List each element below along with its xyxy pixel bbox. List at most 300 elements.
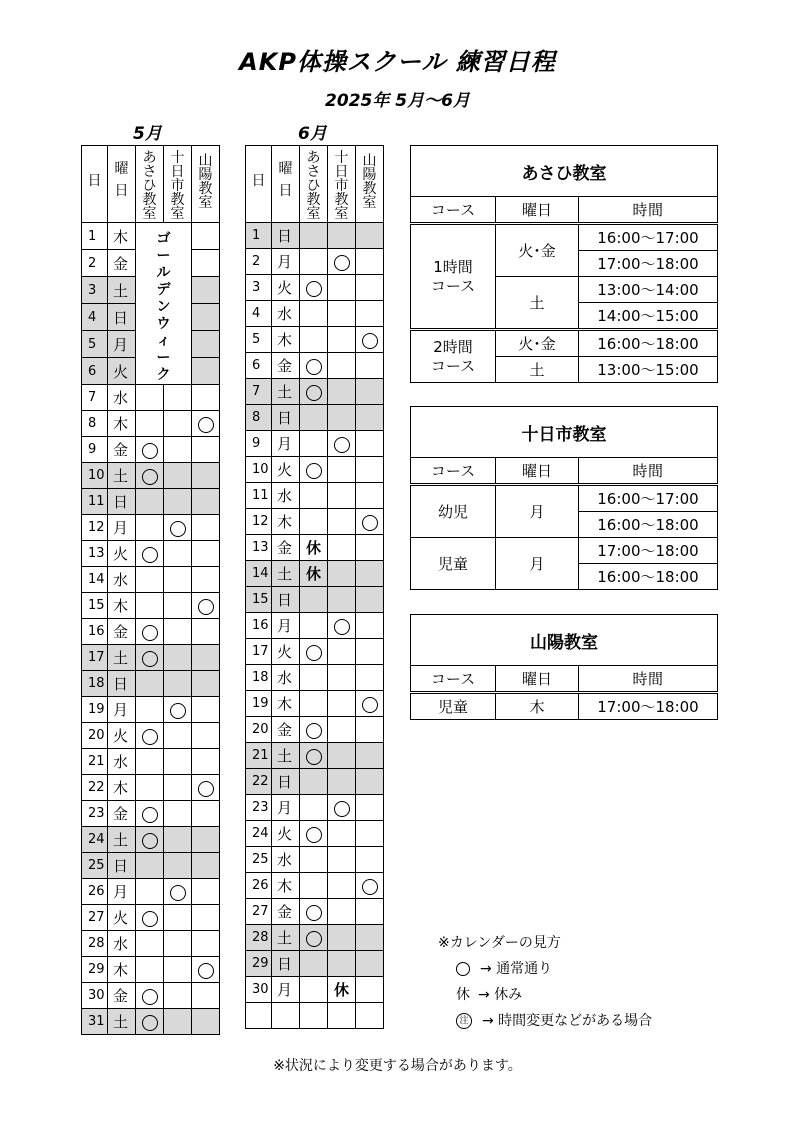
school-cell — [328, 301, 356, 327]
school-cell — [356, 691, 384, 717]
weekday: 月 — [108, 515, 136, 541]
weekday: 日 — [272, 405, 300, 431]
school-cell — [356, 847, 384, 873]
day-number: 16 — [246, 613, 272, 639]
header-school-sanyo-label: 山陽教室 — [198, 153, 213, 211]
day-number: 31 — [82, 1009, 108, 1035]
footnote: ※状況により変更する場合があります。 — [273, 1058, 522, 1074]
time-cell: 16:00～18:00 — [579, 512, 718, 538]
regular-mark — [170, 521, 186, 537]
weekday: 金 — [272, 717, 300, 743]
school-cell — [328, 639, 356, 665]
school-cell — [136, 905, 164, 931]
header-day-label: 日 — [87, 173, 102, 189]
school-cell — [300, 249, 328, 275]
regular-mark — [306, 905, 322, 921]
asahi-title: あさひ教室 — [411, 146, 718, 197]
time-cell: 16:00～17:00 — [579, 485, 718, 512]
closed-mark: 休 — [305, 539, 321, 557]
regular-mark — [306, 749, 322, 765]
header-school-asahi-label: あさひ教室 — [306, 150, 321, 222]
course-header: コース — [411, 458, 496, 485]
time-cell: 17:00～18:00 — [579, 693, 718, 720]
day-number: 28 — [82, 931, 108, 957]
day-number: 5 — [246, 327, 272, 353]
school-cell — [192, 749, 220, 775]
school-cell — [356, 483, 384, 509]
school-cell — [328, 405, 356, 431]
school-cell — [164, 463, 192, 489]
regular-mark — [198, 963, 214, 979]
asahi-schedule-table — [410, 145, 718, 383]
weekday: 火 — [272, 275, 300, 301]
school-cell — [328, 457, 356, 483]
weekday: 金 — [108, 619, 136, 645]
weekday: 金 — [272, 353, 300, 379]
weekday-header: 曜日 — [496, 458, 579, 485]
may-label: 5月 — [133, 124, 162, 144]
school-cell — [356, 977, 384, 1003]
school-cell — [300, 1003, 328, 1029]
calendar-row — [246, 249, 384, 275]
calendar-row — [82, 463, 220, 489]
regular-mark — [170, 885, 186, 901]
weekday: 木 — [272, 509, 300, 535]
weekday: 金 — [108, 801, 136, 827]
school-cell — [192, 775, 220, 801]
school-cell — [192, 931, 220, 957]
school-cell — [192, 671, 220, 697]
calendar-row — [246, 405, 384, 431]
school-cell — [164, 489, 192, 515]
day-number: 27 — [246, 899, 272, 925]
page-title: AKP体操スクール 練習日程 — [239, 48, 556, 76]
school-cell — [136, 671, 164, 697]
calendar-row — [82, 775, 220, 801]
course-cell — [411, 330, 496, 383]
weekday: 金 — [272, 535, 300, 561]
weekday: 火 — [272, 457, 300, 483]
weekday: 月 — [108, 697, 136, 723]
school-cell — [136, 385, 164, 411]
time-header: 時間 — [579, 458, 718, 485]
day-number: 8 — [82, 411, 108, 437]
school-cell — [356, 509, 384, 535]
calendar-row — [246, 457, 384, 483]
school-cell — [300, 613, 328, 639]
time-header: 時間 — [579, 197, 718, 224]
calendar-row — [246, 743, 384, 769]
school-cell — [136, 489, 164, 515]
school-cell — [192, 515, 220, 541]
weekday: 水 — [272, 483, 300, 509]
school-cell — [164, 801, 192, 827]
school-cell — [192, 223, 220, 250]
tokaichi-title: 十日市教室 — [411, 407, 718, 458]
school-cell — [300, 327, 328, 353]
school-cell — [136, 723, 164, 749]
weekday: 水 — [272, 847, 300, 873]
weekday-cell: 土 — [496, 357, 579, 383]
course-cell: 幼児 — [411, 485, 496, 538]
regular-mark — [334, 255, 350, 271]
weekday: 土 — [108, 827, 136, 853]
regular-mark — [142, 469, 158, 485]
calendar-row — [82, 515, 220, 541]
school-cell — [356, 275, 384, 301]
school-cell — [192, 1009, 220, 1035]
golden-week-label: ゴールデンウィーク — [156, 231, 171, 383]
calendar-row — [82, 567, 220, 593]
school-cell — [192, 853, 220, 879]
school-cell — [300, 431, 328, 457]
regular-mark — [306, 931, 322, 947]
school-cell — [300, 457, 328, 483]
header-weekday — [272, 146, 300, 223]
regular-mark — [170, 703, 186, 719]
calendar-row — [82, 1009, 220, 1035]
school-cell — [328, 483, 356, 509]
weekday: 金 — [108, 983, 136, 1009]
weekday: 日 — [108, 304, 136, 331]
weekday: 日 — [272, 587, 300, 613]
calendar-row — [246, 847, 384, 873]
calendar-row — [246, 977, 384, 1003]
school-cell — [192, 879, 220, 905]
school-cell — [136, 879, 164, 905]
school-cell — [328, 873, 356, 899]
school-cell — [356, 951, 384, 977]
regular-mark — [142, 807, 158, 823]
calendar-row — [246, 821, 384, 847]
day-number: 21 — [82, 749, 108, 775]
school-cell — [136, 541, 164, 567]
school-cell — [328, 769, 356, 795]
calendar-row — [246, 951, 384, 977]
calendar-row — [82, 827, 220, 853]
calendar-row — [82, 645, 220, 671]
school-cell — [192, 593, 220, 619]
school-cell — [300, 353, 328, 379]
weekday — [272, 1003, 300, 1029]
school-cell — [300, 587, 328, 613]
school-cell — [192, 331, 220, 358]
tokaichi-schedule-table — [410, 406, 718, 590]
closed-mark: 休 — [305, 565, 321, 583]
school-cell — [356, 405, 384, 431]
circle-icon — [456, 962, 470, 976]
calendar-row — [82, 853, 220, 879]
school-cell — [328, 847, 356, 873]
calendar-row — [82, 593, 220, 619]
school-cell — [192, 358, 220, 385]
school-cell — [192, 489, 220, 515]
calendar-row — [246, 223, 384, 249]
weekday: 火 — [108, 723, 136, 749]
calendar-row — [82, 983, 220, 1009]
day-number: 12 — [246, 509, 272, 535]
regular-mark — [362, 697, 378, 713]
school-cell — [328, 587, 356, 613]
school-cell — [192, 463, 220, 489]
day-number: 13 — [82, 541, 108, 567]
weekday: 土 — [272, 925, 300, 951]
regular-mark — [306, 827, 322, 843]
time-cell: 13:00～14:00 — [579, 277, 718, 303]
school-cell — [300, 977, 328, 1003]
school-cell — [164, 697, 192, 723]
weekday-cell: 火･金 — [496, 224, 579, 277]
school-cell — [164, 749, 192, 775]
day-number: 25 — [82, 853, 108, 879]
school-cell — [164, 567, 192, 593]
legend-regular-text: → 通常通り — [480, 961, 553, 977]
weekday: 日 — [272, 951, 300, 977]
weekday: 火 — [272, 821, 300, 847]
legend-regular — [438, 956, 652, 982]
june-label: 6月 — [298, 124, 327, 144]
day-number: 17 — [82, 645, 108, 671]
regular-mark — [306, 385, 322, 401]
day-number: 20 — [246, 717, 272, 743]
calendar-row — [246, 899, 384, 925]
school-cell — [136, 749, 164, 775]
calendar-row — [246, 509, 384, 535]
calendar-row — [82, 541, 220, 567]
school-cell — [164, 905, 192, 931]
school-cell — [356, 821, 384, 847]
header-school-sanyo-label: 山陽教室 — [362, 153, 377, 211]
weekday: 火 — [108, 905, 136, 931]
calendar-row — [246, 665, 384, 691]
calendar-row — [246, 1003, 384, 1029]
day-number: 14 — [82, 567, 108, 593]
header-school-tokaichi-label: 十日市教室 — [334, 150, 349, 222]
calendar-row — [82, 411, 220, 437]
school-cell — [192, 437, 220, 463]
calendar-row — [246, 639, 384, 665]
school-cell — [356, 457, 384, 483]
school-cell — [164, 879, 192, 905]
school-cell — [192, 385, 220, 411]
calendar-row — [246, 613, 384, 639]
day-number: 30 — [246, 977, 272, 1003]
school-cell — [192, 567, 220, 593]
school-cell — [356, 561, 384, 587]
calendar-row — [246, 873, 384, 899]
time-cell: 16:00～17:00 — [579, 224, 718, 251]
day-number: 22 — [82, 775, 108, 801]
calendar-row — [246, 353, 384, 379]
weekday: 月 — [272, 249, 300, 275]
school-cell — [164, 541, 192, 567]
day-number: 23 — [246, 795, 272, 821]
weekday: 土 — [108, 277, 136, 304]
weekday: 火 — [108, 358, 136, 385]
day-number: 19 — [246, 691, 272, 717]
weekday: 土 — [272, 379, 300, 405]
weekday: 火 — [108, 541, 136, 567]
weekday-cell: 土 — [496, 277, 579, 330]
school-cell — [136, 567, 164, 593]
calendar-row — [246, 925, 384, 951]
school-cell — [136, 593, 164, 619]
legend-changed-text: → 時間変更などがある場合 — [482, 1013, 653, 1029]
day-number: 10 — [246, 457, 272, 483]
golden-week-cell — [136, 223, 192, 385]
course-name: 2時間 コース — [430, 337, 476, 375]
day-number: 4 — [82, 304, 108, 331]
calendar-row — [246, 379, 384, 405]
day-number: 24 — [82, 827, 108, 853]
school-cell — [164, 385, 192, 411]
school-cell — [328, 249, 356, 275]
school-cell — [300, 483, 328, 509]
school-cell — [136, 775, 164, 801]
day-number: 7 — [246, 379, 272, 405]
june-calendar — [245, 145, 384, 1029]
day-number: 6 — [246, 353, 272, 379]
note-circle-icon: 注 — [456, 1013, 472, 1029]
calendar-row — [246, 587, 384, 613]
school-cell — [136, 983, 164, 1009]
school-cell — [192, 277, 220, 304]
header-school-asahi — [136, 146, 164, 223]
day-number: 15 — [246, 587, 272, 613]
weekday: 土 — [272, 561, 300, 587]
calendar-row — [82, 723, 220, 749]
weekday: 木 — [108, 775, 136, 801]
weekday: 水 — [108, 931, 136, 957]
school-cell — [164, 437, 192, 463]
school-cell — [328, 795, 356, 821]
school-cell — [136, 645, 164, 671]
day-number: 9 — [82, 437, 108, 463]
school-cell — [356, 613, 384, 639]
weekday: 水 — [272, 665, 300, 691]
day-number: 1 — [246, 223, 272, 249]
time-cell: 17:00～18:00 — [579, 538, 718, 564]
weekday: 水 — [108, 749, 136, 775]
school-cell — [192, 541, 220, 567]
regular-mark — [306, 645, 322, 661]
school-cell — [136, 853, 164, 879]
day-number: 4 — [246, 301, 272, 327]
weekday: 水 — [108, 567, 136, 593]
calendar-row — [82, 671, 220, 697]
calendar-row — [246, 301, 384, 327]
school-cell — [164, 983, 192, 1009]
course-cell — [411, 224, 496, 330]
school-cell — [300, 405, 328, 431]
school-cell — [356, 665, 384, 691]
weekday: 土 — [108, 1009, 136, 1035]
day-number — [246, 1003, 272, 1029]
day-number: 25 — [246, 847, 272, 873]
school-cell — [356, 795, 384, 821]
school-cell — [328, 561, 356, 587]
sanyo-title: 山陽教室 — [411, 615, 718, 666]
school-cell — [300, 899, 328, 925]
school-cell — [328, 717, 356, 743]
weekday-header: 曜日 — [496, 197, 579, 224]
day-number: 17 — [246, 639, 272, 665]
school-cell — [356, 327, 384, 353]
regular-mark — [142, 625, 158, 641]
calendar-row — [82, 879, 220, 905]
calendar-row — [246, 535, 384, 561]
school-cell — [192, 619, 220, 645]
school-cell — [300, 951, 328, 977]
school-cell — [136, 827, 164, 853]
legend-changed — [438, 1008, 652, 1034]
school-cell — [192, 645, 220, 671]
closed-mark: 休 — [456, 987, 470, 1003]
day-number: 2 — [246, 249, 272, 275]
calendar-header-row — [82, 146, 220, 223]
weekday: 月 — [108, 879, 136, 905]
weekday: 水 — [272, 301, 300, 327]
school-cell — [136, 411, 164, 437]
school-cell — [356, 743, 384, 769]
school-cell — [136, 931, 164, 957]
calendar-row — [82, 957, 220, 983]
school-cell — [164, 931, 192, 957]
regular-mark — [334, 801, 350, 817]
calendar-row — [246, 483, 384, 509]
day-number: 26 — [246, 873, 272, 899]
school-cell — [328, 275, 356, 301]
weekday-cell: 月 — [496, 485, 579, 538]
day-number: 21 — [246, 743, 272, 769]
school-cell — [328, 613, 356, 639]
school-cell — [164, 853, 192, 879]
school-cell — [300, 561, 328, 587]
school-cell — [328, 223, 356, 249]
school-cell — [356, 301, 384, 327]
day-number: 24 — [246, 821, 272, 847]
school-cell — [136, 801, 164, 827]
regular-mark — [306, 723, 322, 739]
header-day — [246, 146, 272, 223]
calendar-row — [82, 437, 220, 463]
calendar-row — [246, 275, 384, 301]
calendar-row — [82, 489, 220, 515]
regular-mark — [198, 417, 214, 433]
school-cell — [164, 515, 192, 541]
weekday: 金 — [272, 899, 300, 925]
time-cell: 14:00～15:00 — [579, 303, 718, 330]
school-cell — [300, 925, 328, 951]
school-cell — [356, 639, 384, 665]
calendar-row — [246, 717, 384, 743]
weekday: 水 — [108, 385, 136, 411]
day-number: 12 — [82, 515, 108, 541]
weekday: 木 — [108, 593, 136, 619]
day-number: 11 — [82, 489, 108, 515]
regular-mark — [198, 781, 214, 797]
calendar-row — [246, 769, 384, 795]
day-number: 29 — [82, 957, 108, 983]
regular-mark — [142, 651, 158, 667]
day-number: 23 — [82, 801, 108, 827]
school-cell — [164, 593, 192, 619]
school-cell — [328, 821, 356, 847]
day-number: 20 — [82, 723, 108, 749]
school-cell — [328, 925, 356, 951]
school-cell — [328, 899, 356, 925]
weekday-cell: 月 — [496, 538, 579, 590]
